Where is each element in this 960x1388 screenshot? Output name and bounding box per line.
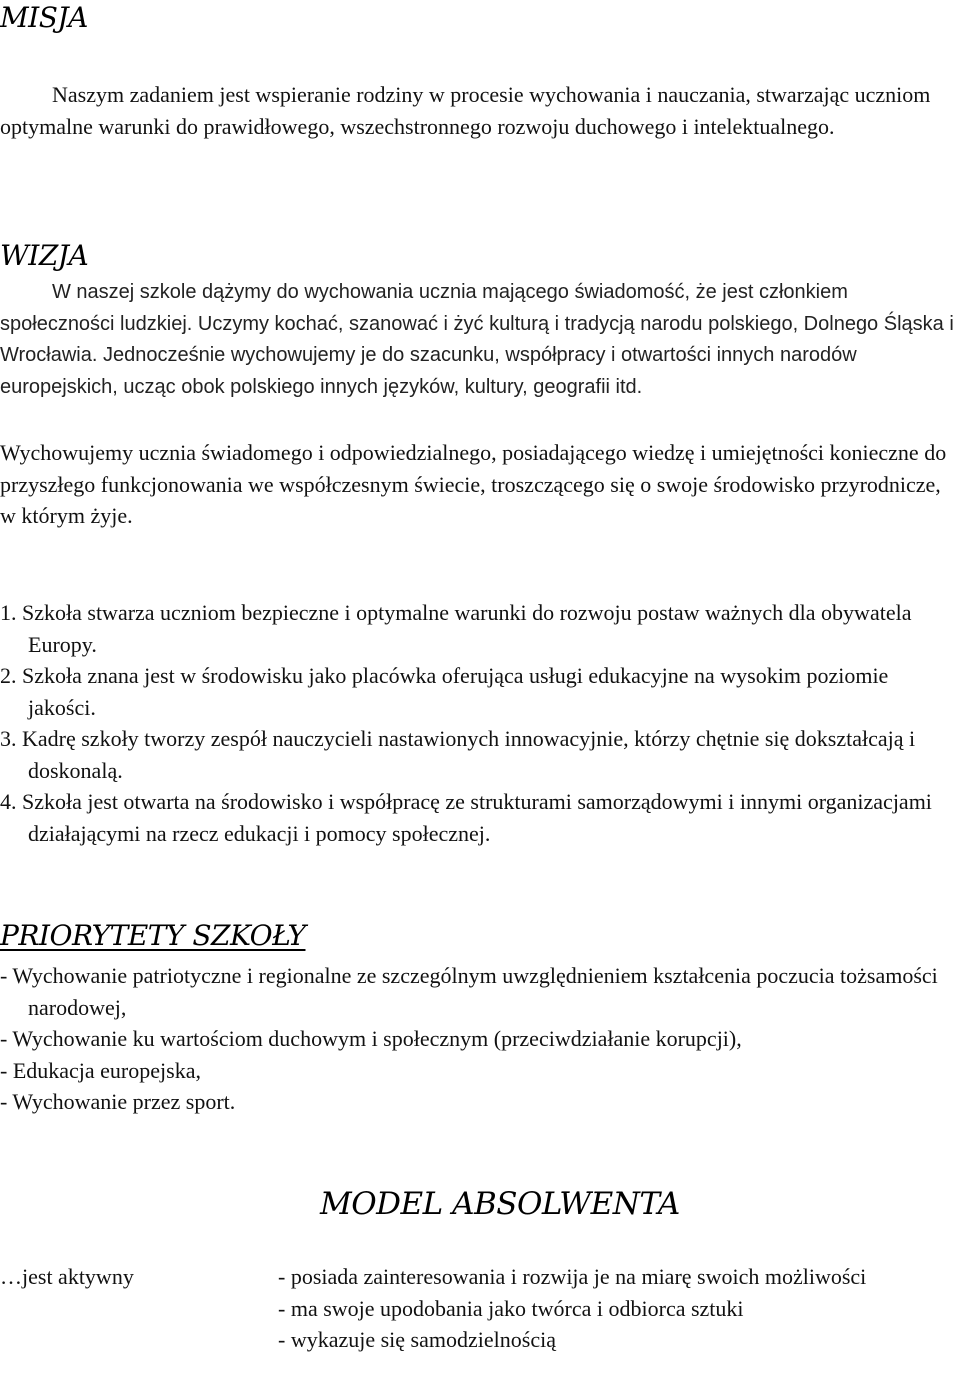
misja-text: Naszym zadaniem jest wspieranie rodziny w procesie wychowania i nauczania, stwarzając uczniom optymalne warunki do prawidłowego, wszechstronnego rozwoju duchowego i intelektualnego.: [0, 82, 931, 139]
goal-item: 4. Szkoła jest otwarta na środowisko i współpracę ze strukturami samorządowymi i innymi organizacjami działającymi na rzecz edukacji i pomocy społecznej.: [0, 789, 932, 846]
priority-item: - Wychowanie przez sport.: [0, 1089, 236, 1114]
model-item: - posiada zainteresowania i rozwija je na miarę swoich możliwości: [278, 1264, 867, 1289]
model-item: - ma swoje upodobania jako twórca i odbiorca sztuki: [278, 1295, 744, 1321]
misja-heading: MISJA: [0, 1, 88, 34]
priorytety-list: [0, 960, 955, 1118]
priority-item: - Wychowanie ku wartościom duchowym i społecznym (przeciwdziałanie korupcji),: [0, 1026, 742, 1051]
wizja-text-2: Wychowujemy ucznia świadomego i odpowiedzialnego, posiadającego wiedzę i umiejętności konieczne do przyszłego funkcjonowania we współczesnym świecie, troszczącego się o swoje środowisko przyrodnicze, w którym żyje.: [0, 440, 947, 528]
goal-item: 2. Szkoła znana jest w środowisku jako placówka oferująca usługi edukacyjne na wysokim poziomie jakości.: [0, 663, 889, 720]
model-list: [278, 1261, 918, 1356]
priority-item: - Edukacja europejska,: [0, 1057, 201, 1083]
priorytety-heading: PRIORYTETY SZKOŁY: [0, 919, 306, 952]
goal-item: 1. Szkoła stwarza uczniom bezpieczne i optymalne warunki do rozwoju postaw ważnych dla obywatela Europy.: [0, 600, 912, 657]
goal-item: 3. Kadrę szkoły tworzy zespół nauczycieli nastawionych innowacyjnie, którzy chętnie się dokształcają i doskonalą.: [0, 726, 916, 783]
priority-item: - Wychowanie patriotyczne i regionalne ze szczególnym uwzględnieniem kształcenia poczucia tożsamości narodowej,: [0, 963, 938, 1020]
wizja-text: W naszej szkole dążymy do wychowania ucznia mającego świadomość, że jest członkiem społeczności ludzkiej. Uczymy kochać, szanować i żyć kulturą i tradycją narodu polskiego, Dolnego Śląska i Wrocławia. Jednocześnie wychowujemy je do szacunku, współpracy i otwartości innych narodów europejskich, ucząc obok polskiego innych języków, kultury, geografii itd.: [0, 281, 954, 398]
model-item: - wykazuje się samodzielnością: [278, 1327, 556, 1352]
model-heading: MODEL ABSOLWENTA: [320, 1186, 680, 1222]
wizja-heading: WIZJA: [0, 239, 89, 272]
model-label: …jest aktywny: [0, 1264, 134, 1289]
goals-list: [0, 597, 955, 849]
